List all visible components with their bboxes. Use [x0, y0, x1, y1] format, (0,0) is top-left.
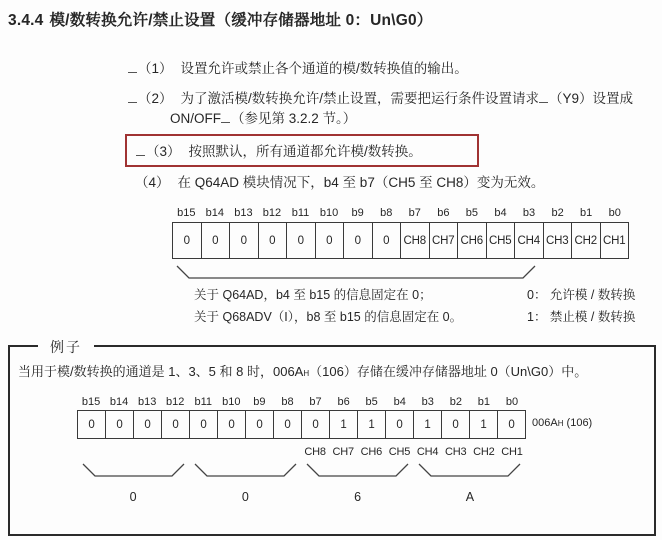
nibble-brace-1 — [82, 463, 185, 478]
item-2-line2 — [170, 107, 356, 127]
bit-header: b14 — [205, 207, 225, 219]
buffer-value-hex: 006A — [532, 417, 558, 429]
bit-cell: 1 — [329, 410, 357, 439]
bit-cell: 0 — [441, 410, 469, 439]
item-3-text: 按照默认，所有通道都允许模/数转换。 — [188, 144, 422, 159]
bit-cell: 0 — [286, 222, 315, 259]
item-2 — [128, 87, 633, 107]
example-hex-value: 006A — [272, 364, 304, 379]
hex-digit: A — [465, 490, 475, 504]
bit-cell: CH2 — [571, 222, 600, 259]
bit-cell: 0 — [161, 410, 189, 439]
example-bit-table — [77, 410, 526, 439]
bit-header: b9 — [351, 207, 364, 219]
legend-enable: 0： 允许模 / 数转换 — [527, 288, 636, 302]
section-number: 3.4.4 — [8, 12, 44, 29]
q64ad-note: 关于 Q64AD，b4 至 b15 的信息固定在 0； — [194, 288, 432, 302]
tick-mark — [136, 144, 145, 156]
bit-header: b8 — [380, 207, 393, 219]
example-hex-subscript: H — [303, 369, 310, 378]
q68adv-note: 关于 Q68ADV（I），b8 至 b15 的信息固定在 0。 — [194, 310, 463, 324]
example-bit-table-headers — [77, 396, 526, 408]
bit-cell: 0 — [77, 410, 105, 439]
hex-digit: 6 — [354, 490, 362, 504]
tick-mark — [128, 61, 137, 73]
bit-cell: CH4 — [514, 222, 543, 259]
section-title: 模/数转换允许/禁止设置（缓冲存储器地址 0：Un\G0） — [49, 12, 433, 29]
bit-cell: 0 — [105, 410, 133, 439]
bit-cell: CH1 — [600, 222, 630, 259]
item-4-number: （4） — [135, 175, 170, 190]
example-box — [8, 339, 656, 536]
highlight-box — [125, 134, 479, 167]
bit-header: b6 — [437, 207, 450, 219]
buffer-value-subscript: H — [557, 419, 564, 428]
bit-cell: 0 — [385, 410, 413, 439]
channel-label: CH1 — [501, 446, 523, 458]
bit-header: b11 — [291, 207, 310, 219]
bit-header: b7 — [408, 207, 421, 219]
example-label: 例子 — [38, 337, 94, 357]
bit-header: b10 — [319, 207, 339, 219]
item-3 — [136, 140, 422, 160]
example-text — [18, 361, 587, 380]
bit-header: b2 — [551, 207, 564, 219]
bit-cell: 0 — [245, 410, 273, 439]
item-2-line2-a: ON/OFF — [170, 111, 221, 126]
bit-cell: 0 — [273, 410, 301, 439]
bit-cell: 0 — [301, 410, 329, 439]
bit-cell: 1 — [469, 410, 497, 439]
bit-header: b12 — [262, 207, 282, 219]
ad-enable-bit-table — [172, 222, 629, 259]
hex-digit-row — [77, 490, 526, 504]
example-text-b: （106）存储在缓冲存储器地址 0（Un\G0）中。 — [309, 364, 588, 379]
bit-cell: 0 — [372, 222, 401, 259]
bit-cell: 0 — [172, 222, 201, 259]
item-1-number: （1） — [138, 61, 173, 76]
bit-cell: 0 — [201, 222, 230, 259]
item-2-text-a: 为了激活模/数转换允许/禁止设置，需要把运行条件设置请求 — [180, 91, 540, 106]
bit-header: b5 — [465, 207, 479, 219]
bit-header: b1 — [477, 396, 491, 408]
bit-header: b11 — [194, 396, 213, 408]
example-text-a: 当用于模/数转换的通道是 1、3、5 和 8 时， — [18, 364, 273, 379]
tick-mark — [539, 91, 548, 103]
item-2-number: （2） — [138, 91, 173, 106]
legend-disable: 1： 禁止模 / 数转换 — [527, 310, 636, 324]
channel-label: CH3 — [444, 446, 467, 458]
bit-header: b2 — [449, 396, 462, 408]
bit-cell: CH7 — [429, 222, 458, 259]
item-1-text: 设置允许或禁止各个通道的模/数转换值的输出。 — [180, 61, 468, 76]
bit-cell: 0 — [217, 410, 245, 439]
bit-header: b7 — [309, 396, 322, 408]
bit-header: b1 — [580, 207, 593, 219]
bit-header: b4 — [494, 207, 507, 219]
channel-label: CH8 — [304, 446, 326, 458]
bit-cell: 1 — [357, 410, 385, 439]
bit-table-headers — [172, 207, 629, 219]
section-heading — [8, 8, 432, 30]
bit-cell: 0 — [497, 410, 526, 439]
nibble-brace-2 — [194, 463, 297, 478]
nibble-brace-4 — [418, 463, 521, 478]
channel-label: CH4 — [416, 446, 439, 458]
bit-cell: 0 — [229, 222, 258, 259]
bit-header: b12 — [166, 396, 185, 408]
channel-label: CH5 — [388, 446, 411, 458]
channel-labels-row — [301, 446, 526, 458]
bit-header: b4 — [393, 396, 406, 408]
bit-cell: 0 — [315, 222, 344, 259]
bit-cell: 0 — [258, 222, 287, 259]
item-2-line2-b: （参见第 3.2.2 节。） — [231, 111, 357, 126]
channel-label: CH2 — [473, 446, 495, 458]
bit-cell: CH3 — [543, 222, 572, 259]
item-4 — [135, 171, 544, 191]
item-2-text-b: （Y9）设置成 — [549, 91, 634, 106]
bit-cell: 0 — [133, 410, 161, 439]
channel-label: CH6 — [360, 446, 383, 458]
buffer-value-decimal: (106) — [563, 417, 593, 429]
buffer-value-label — [532, 417, 592, 429]
tick-mark — [221, 111, 230, 123]
bit-header: b3 — [421, 396, 434, 408]
bit-header: b13 — [234, 207, 253, 219]
bit-header: b13 — [137, 396, 157, 408]
item-4-text: 在 Q64AD 模块情况下，b4 至 b7（CH5 至 CH8）变为无效。 — [177, 175, 545, 190]
bit-cell: CH6 — [457, 222, 486, 259]
bit-header: b10 — [222, 396, 241, 408]
nibble-brace-3 — [306, 463, 409, 478]
bit-cell: 0 — [189, 410, 217, 439]
bit-header: b3 — [522, 207, 536, 219]
bit-header: b6 — [337, 396, 350, 408]
bit-header: b14 — [109, 396, 129, 408]
item-1 — [128, 57, 468, 77]
bit-header: b0 — [608, 207, 621, 219]
bit-header: b15 — [177, 207, 196, 219]
bit-header: b8 — [281, 396, 294, 408]
bit-cell: CH5 — [486, 222, 515, 259]
tick-mark — [128, 91, 137, 103]
item-3-number: （3） — [146, 144, 181, 159]
bit-header: b9 — [253, 396, 266, 408]
bit-header: b15 — [81, 396, 101, 408]
bit-header: b0 — [505, 396, 519, 408]
bit-cell: 1 — [413, 410, 441, 439]
hex-digit: 0 — [241, 490, 249, 504]
bit-cell: CH8 — [400, 222, 429, 259]
bit-header: b5 — [365, 396, 378, 408]
channel-label: CH7 — [332, 446, 354, 458]
bit-cell: 0 — [343, 222, 372, 259]
hex-digit: 0 — [129, 490, 137, 504]
fixed-bits-brace — [176, 265, 536, 281]
